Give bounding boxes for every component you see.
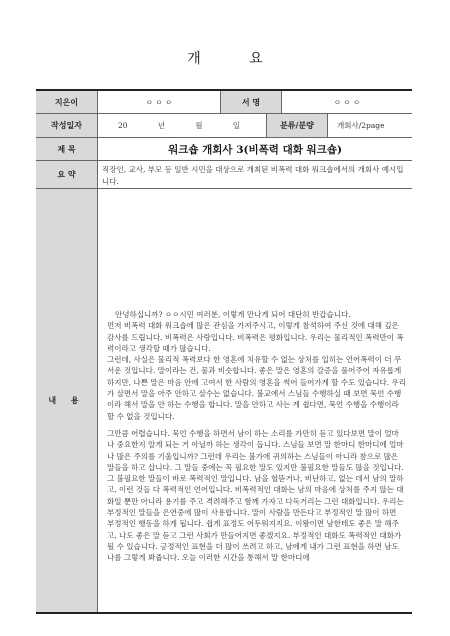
date-year: 20 — [118, 121, 128, 130]
content-body — [98, 189, 412, 612]
content-paragraph: 그만큼 어렵습니다. 묵언 수행을 하면서 남이 하는 소리를 가만히 듣고 있다보면 말이 얼마나 중요한지 알게 되는 거 아닐까 하는 생각이 듭니다. 스님들 보면 말 한마디 한마디에 얼마나 많은 주의를 기울입니까? 그런데 우리는 불가에 귀의하는 스님들이 아니라 참으로 많은 말들을 하고 삽니다. 그 말들 중에는 꼭 필요한 말도 있지만 불필요한 말들도 많을 것입니다. 그 불필요한 말들이 바로 폭력적인 말입니다. 남을 헐뜯거나, 비난하고, 없는 데서 남의 말하고, 이런 것들 다 폭력적인 언어입니다. 비폭력적인 대화는 남의 마음에 상처를 주지 않는 대화일 뿐만 아니라 용기를 주고 격려해주고 함께 가자고 다독거리는 그런 대화입니다. 우리는 부정적인 말들을 은연중에 많이 사용합니다. 말이 사람을 만든다고 부정적인 말 많이 하면 부정적인 행동을 하게 됩니다. 쉽게 표정도 어두워지지요. 이왕이면 남한테도 좋은 말 해주고, 나도 좋은 말 듣고 그런 사회가 만들어지면 좋겠지요. 부정적인 대화도 폭력적인 대화가 될 수 있습니다. 긍정적인 표현을 더 많이 쓰려고 하고, 남에게 내가 그런 표현을 하면 남도 나를 그렇게 봐줍니다. 오늘 이러한 시간을 통해서 말 한마디에 — [107, 428, 404, 563]
author-value: ㅇ ㅇ ㅇ — [145, 97, 173, 107]
subject-value: 워크숍 개회사 3(비폭력 대화 워크숍) — [168, 143, 342, 156]
category-value: 개회사/2page — [337, 121, 385, 130]
date-day-unit: 일 — [232, 121, 240, 130]
author-row — [36, 91, 412, 114]
summary-row — [36, 161, 412, 189]
content-label: 내 용 — [36, 189, 98, 612]
signature-value: ㅇ ㅇ ㅇ — [333, 97, 361, 107]
summary-label: 요 약 — [36, 161, 98, 188]
content-row — [36, 189, 412, 612]
date-label: 작성일자 — [36, 114, 98, 137]
date-month-unit: 월 — [195, 121, 203, 130]
category-label: 분류/분량 — [266, 114, 328, 137]
summary-value: 직장인, 교사, 부모 등 일반 시민을 대상으로 개최된 비폭력 대화 워크숍에서의 개회사 예시입니다. — [102, 165, 404, 186]
signature-label: 서 명 — [220, 91, 282, 113]
page-title: 개 요 — [187, 51, 285, 67]
content-paragraph: 안녕하십니까? ㅇㅇ시민 여러분, 이렇게 만나게 되어 대단히 반갑습니다. — [115, 310, 351, 319]
author-label: 지은이 — [36, 91, 98, 113]
content-paragraph: 그런데, 사실은 물리적 폭력보다 한 영혼에 치유할 수 없는 상처를 입히는 언어폭력이 더 무서운 것입니다. 말이라는 건, 물과 비슷합니다. 좋은 말은 영혼의 갈증을 풀어주어 자유롭게 하지만, 나쁜 말은 마음 안에 고여서 한 사람의 영혼을 썩어 들어가게 할 수도 있습니다. 우리가 살면서 말을 아주 안하고 살수는 없습니다. 불교에서 스님들 수행하실 때 보면 묵언 수행이라 해서 말을 안 하는 수행을 합니다. 말을 안하고 사는 게 쉽다면, 묵언 수행을 수행이라 할 수 없을 것입니다. — [107, 355, 406, 421]
overview-form — [36, 89, 412, 614]
date-value — [98, 114, 266, 137]
subject-row — [36, 138, 412, 161]
date-year-unit: 년 — [157, 121, 166, 130]
date-category-row — [36, 114, 412, 138]
content-paragraph: 먼저 비폭력 대화 워크숍에 많은 관심을 가져주시고, 이렇게 참석하여 주신 것에 대해 깊은 감사를 드립니다. 비폭력은 사랑입니다. 비폭력은 평화입니다. 우리는 물리적인 폭력만이 폭력이라고 생각할 때가 많습니다. — [107, 321, 404, 353]
subject-label: 제 목 — [36, 138, 98, 160]
